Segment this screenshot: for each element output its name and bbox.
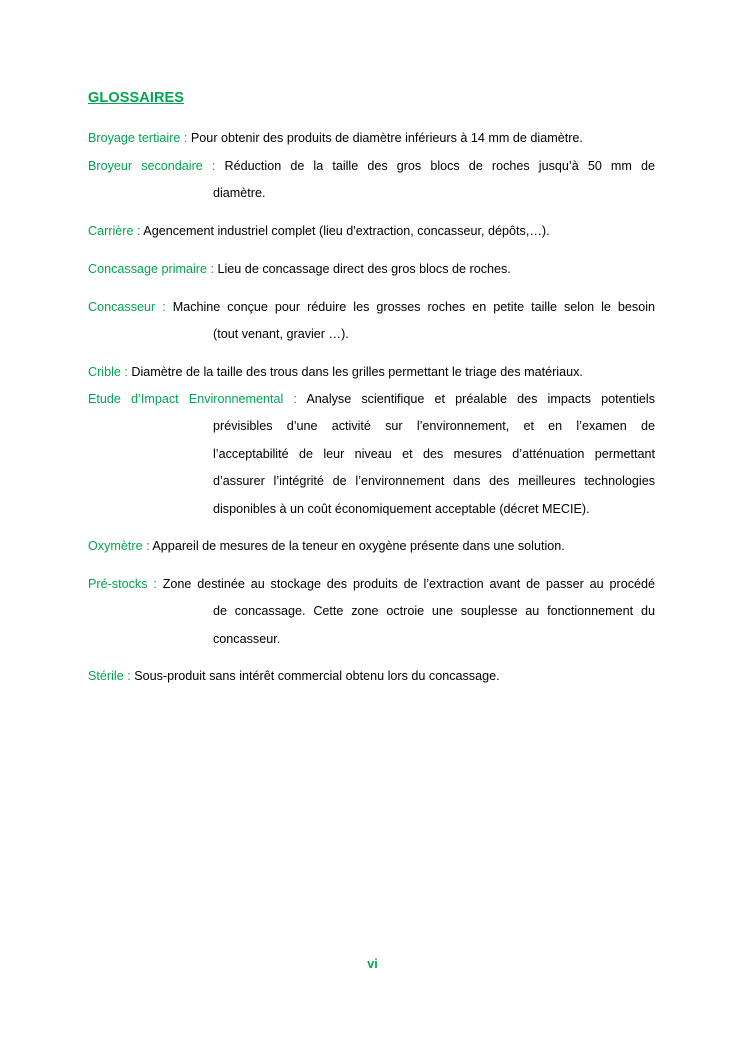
glossary-definition: Agencement industriel complet (lieu d'extraction, concasseur, dépôts,…). (143, 224, 550, 238)
glossary-definition-continuation: disponibles à un coût économiquement acceptable (décret MECIE). (213, 501, 590, 516)
glossary-definition-continuation: de concassage. Cette zone octroie une souplesse au fonctionnement du (213, 604, 655, 619)
glossary-term: Broyage tertiaire : (88, 131, 188, 145)
glossary-term: Oxymètre : (88, 539, 150, 553)
glossary-entry-broyeur-secondaire (88, 153, 655, 208)
page-title: GLOSSAIRES (88, 90, 185, 106)
glossary-entry-carriere (88, 218, 655, 245)
glossary-term: Carrière : (88, 224, 141, 238)
glossary-definition-continuation: prévisibles d’une activité sur l’environnement, et en l’examen de (213, 419, 655, 434)
glossary-entry-crible (88, 359, 655, 386)
glossary-term: Etude d’Impact Environnemental : (88, 392, 297, 406)
glossary-definition: Zone destinée au stockage des produits de l’extraction avant de passer au procédé (162, 577, 655, 591)
glossary-entry-broyage-tertiaire (88, 125, 655, 152)
glossary-term: Concasseur : (88, 300, 166, 314)
glossary-entry-oxymetre (88, 533, 655, 560)
glossary-definition-continuation: d’assurer l’intégrité de l’environnement dans des meilleures technologies (213, 474, 655, 489)
glossary-entry-concassage-primaire (88, 256, 655, 283)
glossary-definition: Lieu de concassage direct des gros blocs de roches. (217, 262, 511, 276)
glossary-entry-etude-impact-environnemental (88, 386, 655, 523)
glossary-definition: Pour obtenir des produits de diamètre inférieurs à 14 mm de diamètre. (190, 131, 583, 145)
glossary-definition-continuation: (tout venant, gravier …). (213, 327, 349, 342)
glossary-entry-concasseur (88, 294, 655, 349)
glossary-definition: Machine conçue pour réduire les grosses roches en petite taille selon le besoin (172, 300, 655, 314)
glossary-term: Broyeur secondaire : (88, 159, 216, 173)
glossary-definition-continuation: l’acceptabilité de leur niveau et des mesures d’atténuation permettant (213, 446, 655, 461)
glossary-term: Concassage primaire : (88, 262, 214, 276)
glossary-definition-continuation: concasseur. (213, 631, 281, 646)
glossary-definition: Diamètre de la taille des trous dans les grilles permettant le triage des matériaux. (131, 365, 583, 379)
glossary-definition-continuation: diamètre. (213, 186, 266, 201)
glossary-term: Pré-stocks : (88, 577, 157, 591)
glossary-entry-pre-stocks (88, 571, 655, 653)
glossary-definition: Analyse scientifique et préalable des impacts potentiels (306, 392, 655, 406)
glossary-term: Stérile : (88, 669, 131, 683)
glossary-definition: Sous-produit sans intérêt commercial obtenu lors du concassage. (134, 669, 500, 683)
glossary-term: Crible : (88, 365, 128, 379)
glossary-definition: Réduction de la taille des gros blocs de roches jusqu’à 50 mm de (224, 159, 655, 173)
glossary-definition: Appareil de mesures de la teneur en oxygène présente dans une solution. (152, 539, 565, 553)
glossary-entry-sterile (88, 663, 655, 690)
page-number: vi (367, 957, 378, 971)
